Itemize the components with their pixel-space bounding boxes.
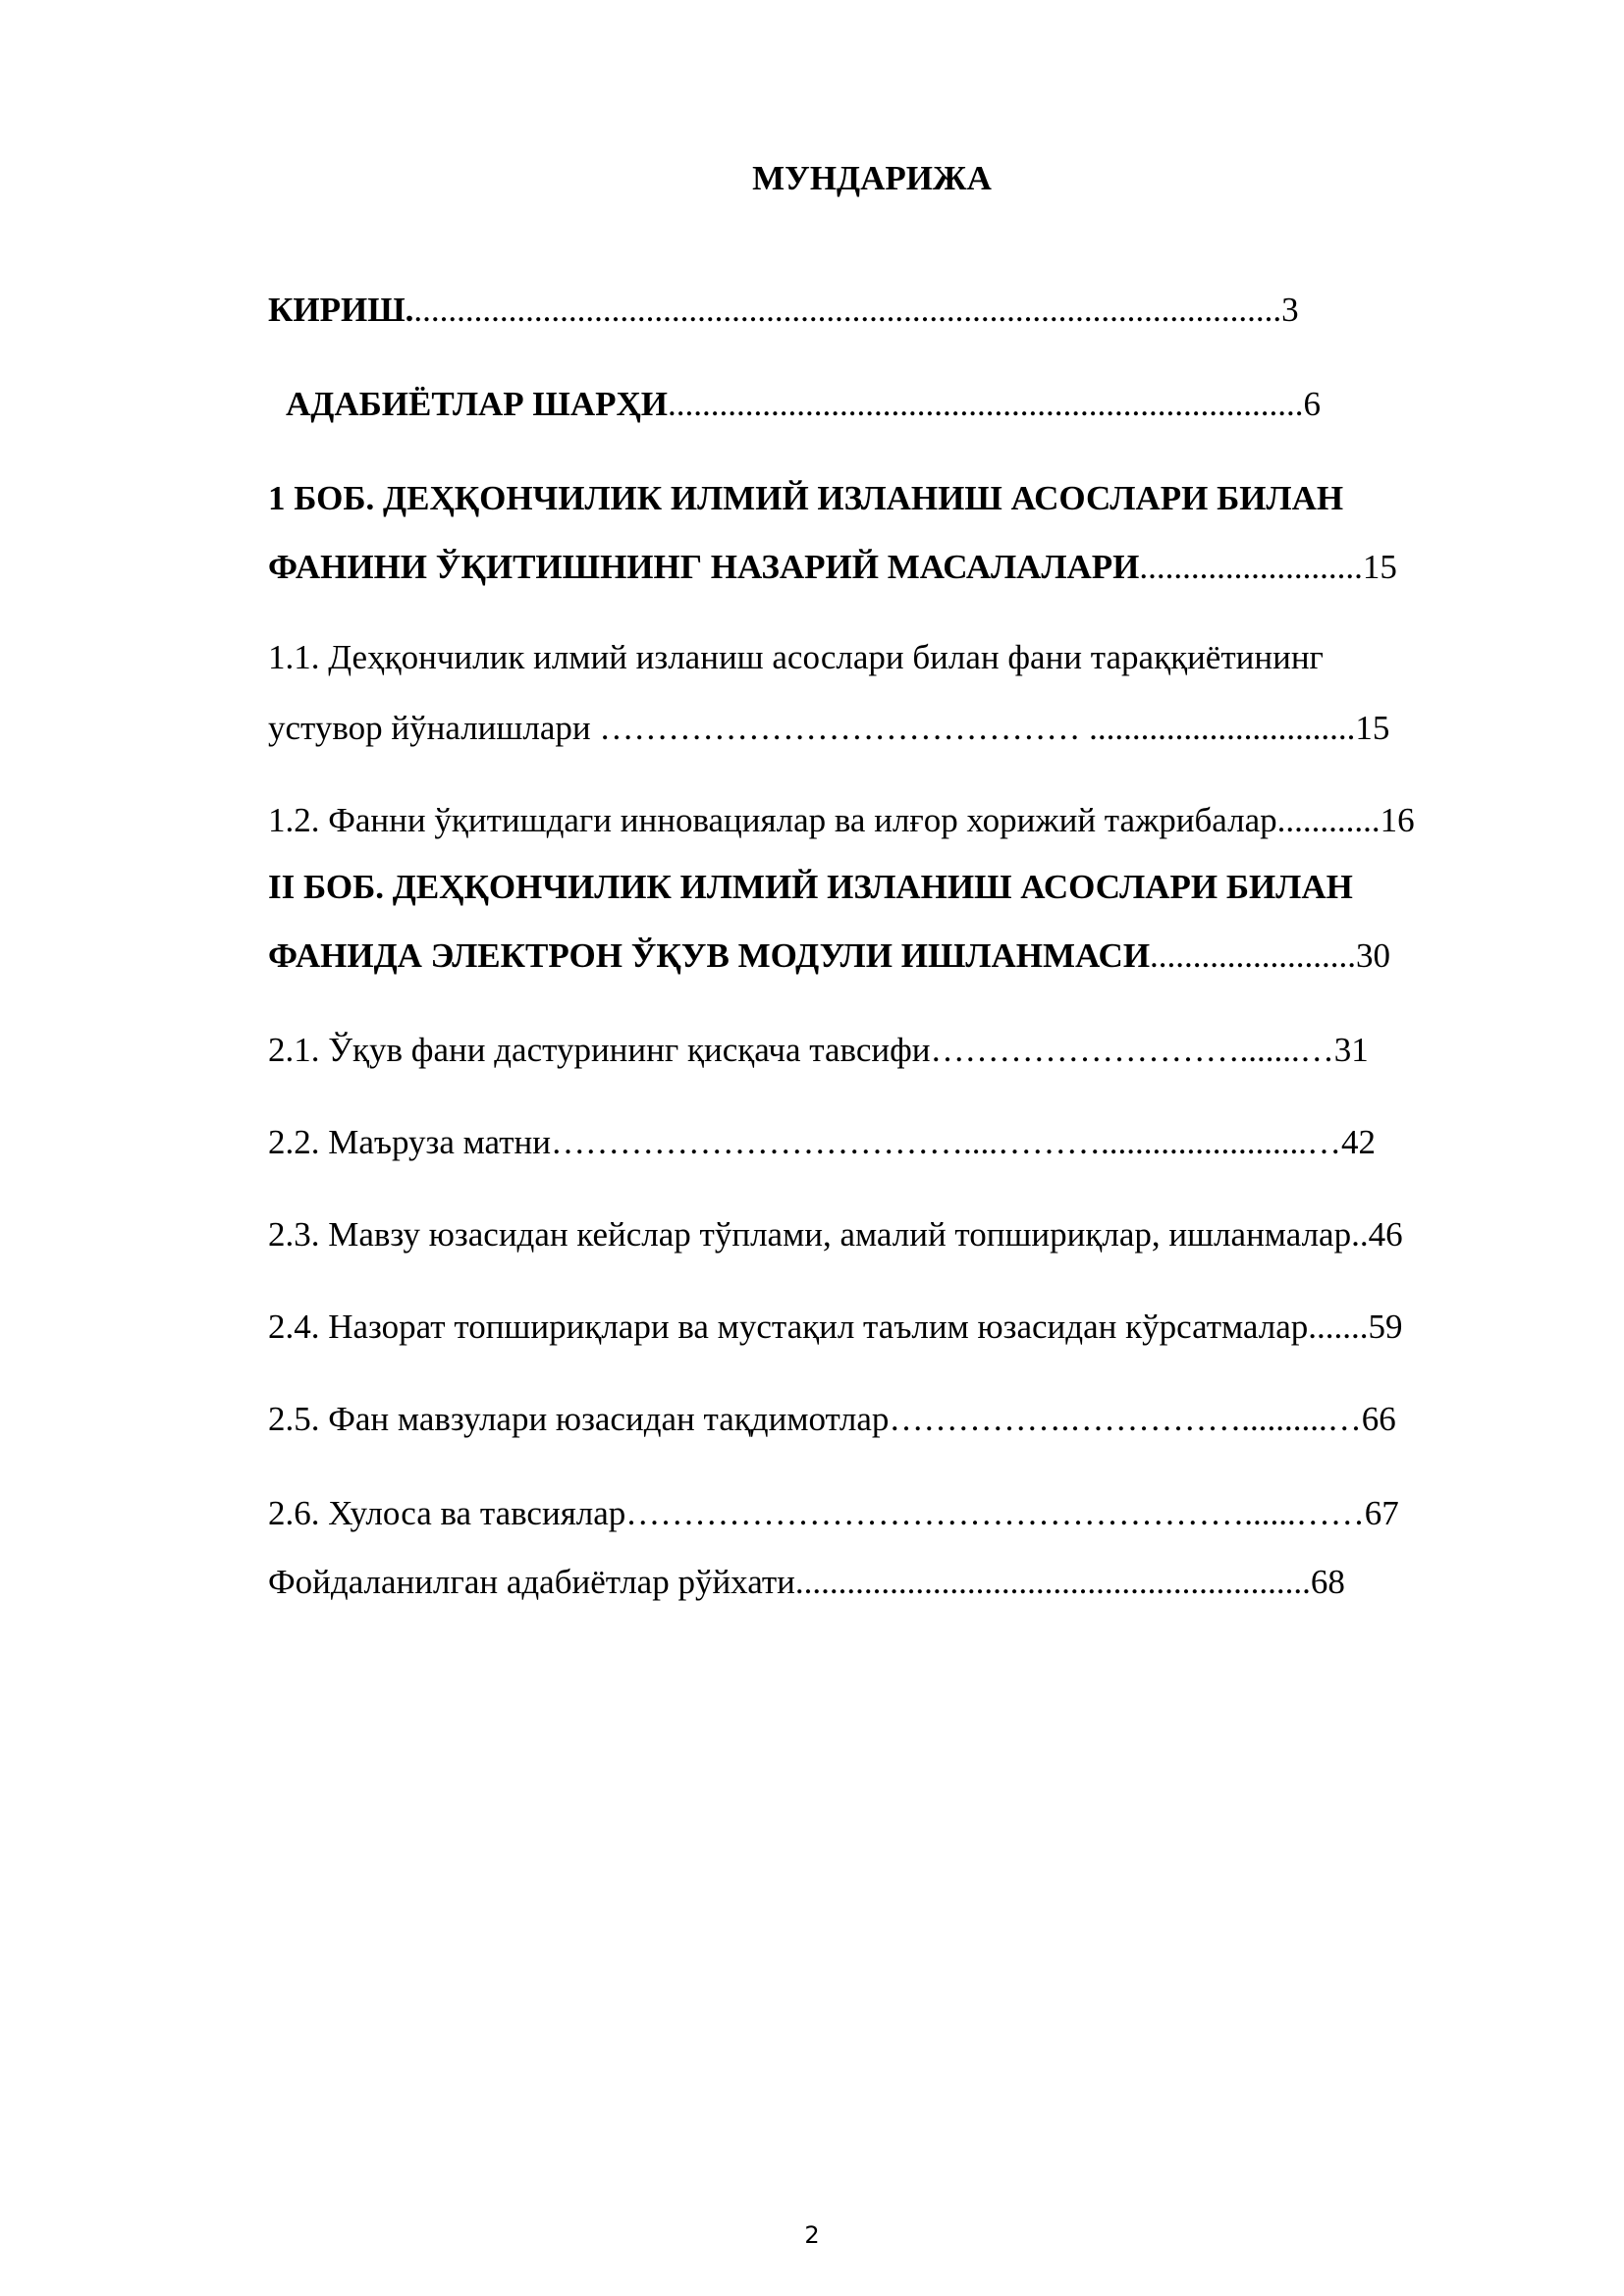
toc-entry-leader: ............ — [1276, 801, 1380, 839]
toc-entry-label: КИРИШ. — [268, 291, 414, 329]
toc-entry-page: 15 — [1355, 709, 1390, 747]
toc-title: МУНДАРИЖА — [752, 159, 992, 197]
toc-entry-leader: ............................................................ — [794, 1563, 1311, 1601]
toc-entry-leader: …………………………………… ............................... — [590, 709, 1356, 747]
toc-entry-page: 66 — [1361, 1400, 1396, 1438]
page-number: 2 — [804, 2221, 820, 2249]
toc-entry-page: 68 — [1310, 1563, 1345, 1601]
toc-entry-leader: ………………………………………………......…… — [625, 1494, 1365, 1532]
toc-entry-label: 2.3. Мавзу юзасидан кейслар тўплами, амалий топшириқлар, ишланмалар — [268, 1215, 1352, 1254]
toc-entry-label: 2.1. Ўқув фани дастурининг қисқача тавсифи — [268, 1031, 931, 1069]
toc-entry-label: 2.5. Фан мавзулари юзасидан тақдимотлар — [268, 1400, 890, 1438]
toc-entry-leader: .......................................................................... — [668, 385, 1304, 423]
toc-entry-label: ФАНИНИ ЎҚИТИШНИНГ НАЗАРИЙ МАСАЛАЛАРИ — [268, 548, 1140, 586]
toc-entry-leader: …………….……………..........… — [889, 1400, 1362, 1438]
toc-entry-label: 1 БОБ. ДЕҲҚОНЧИЛИК ИЛМИЙ ИЗЛАНИШ АСОСЛАРИ БИЛАН — [268, 479, 1344, 517]
toc-entry-references[interactable] — [234, 1518, 1345, 1647]
toc-entry-page: 3 — [1281, 291, 1299, 329]
toc-entry-page: 15 — [1362, 548, 1397, 586]
toc-entry-label: 1.1. Деҳқончилик илмий изланиш асослари билан фани тараққиётининг — [268, 638, 1324, 676]
toc-entry-page: 42 — [1340, 1123, 1376, 1161]
toc-entry-label: Фойдаланилган адабиётлар рўйхати — [268, 1563, 795, 1601]
toc-entry-label: 2.2. Маъруза матни — [268, 1123, 551, 1161]
toc-entry-page: 31 — [1333, 1031, 1369, 1069]
toc-entry-leader: .......................... — [1139, 548, 1363, 586]
toc-entry-leader: ………………………………....………........................… — [550, 1123, 1341, 1161]
toc-entry-page: 46 — [1368, 1215, 1403, 1254]
toc-entry-leader: ……………………….......… — [930, 1031, 1334, 1069]
toc-entry-page: 6 — [1303, 385, 1322, 423]
toc-entry-leader: ........................ — [1150, 936, 1357, 975]
toc-entry-label: 2.6. Хулоса ва тавсиялар — [268, 1494, 626, 1532]
toc-entry-label: II БОБ. ДЕҲҚОНЧИЛИК ИЛМИЙ ИЗЛАНИШ АСОСЛАРИ БИЛАН — [268, 868, 1353, 906]
toc-entry-page: 67 — [1364, 1494, 1399, 1532]
toc-entry-label: ФАНИДА ЭЛЕКТРОН ЎҚУВ МОДУЛИ ИШЛАНМАСИ — [268, 936, 1151, 975]
toc-entry-label: АДАБИЁТЛАР ШАРҲИ — [286, 385, 669, 423]
toc-entry-leader: .. — [1351, 1215, 1369, 1254]
toc-entry-label: 2.4. Назорат топшириқлари ва мустақил таълим юзасидан кўрсатмалар — [268, 1308, 1309, 1346]
toc-entry-label: устувор йўналишлари — [268, 709, 591, 747]
toc-entry-page: 30 — [1356, 936, 1391, 975]
toc-entry-leader: ..................................................................................................... — [413, 291, 1282, 329]
toc-entry-leader: ....... — [1308, 1308, 1369, 1346]
toc-entry-label: 1.2. Фанни ўқитишдаги инновациялар ва илғор хорижий тажрибалар — [268, 801, 1277, 839]
toc-entry-page: 16 — [1380, 801, 1415, 839]
toc-entry-page: 59 — [1368, 1308, 1403, 1346]
